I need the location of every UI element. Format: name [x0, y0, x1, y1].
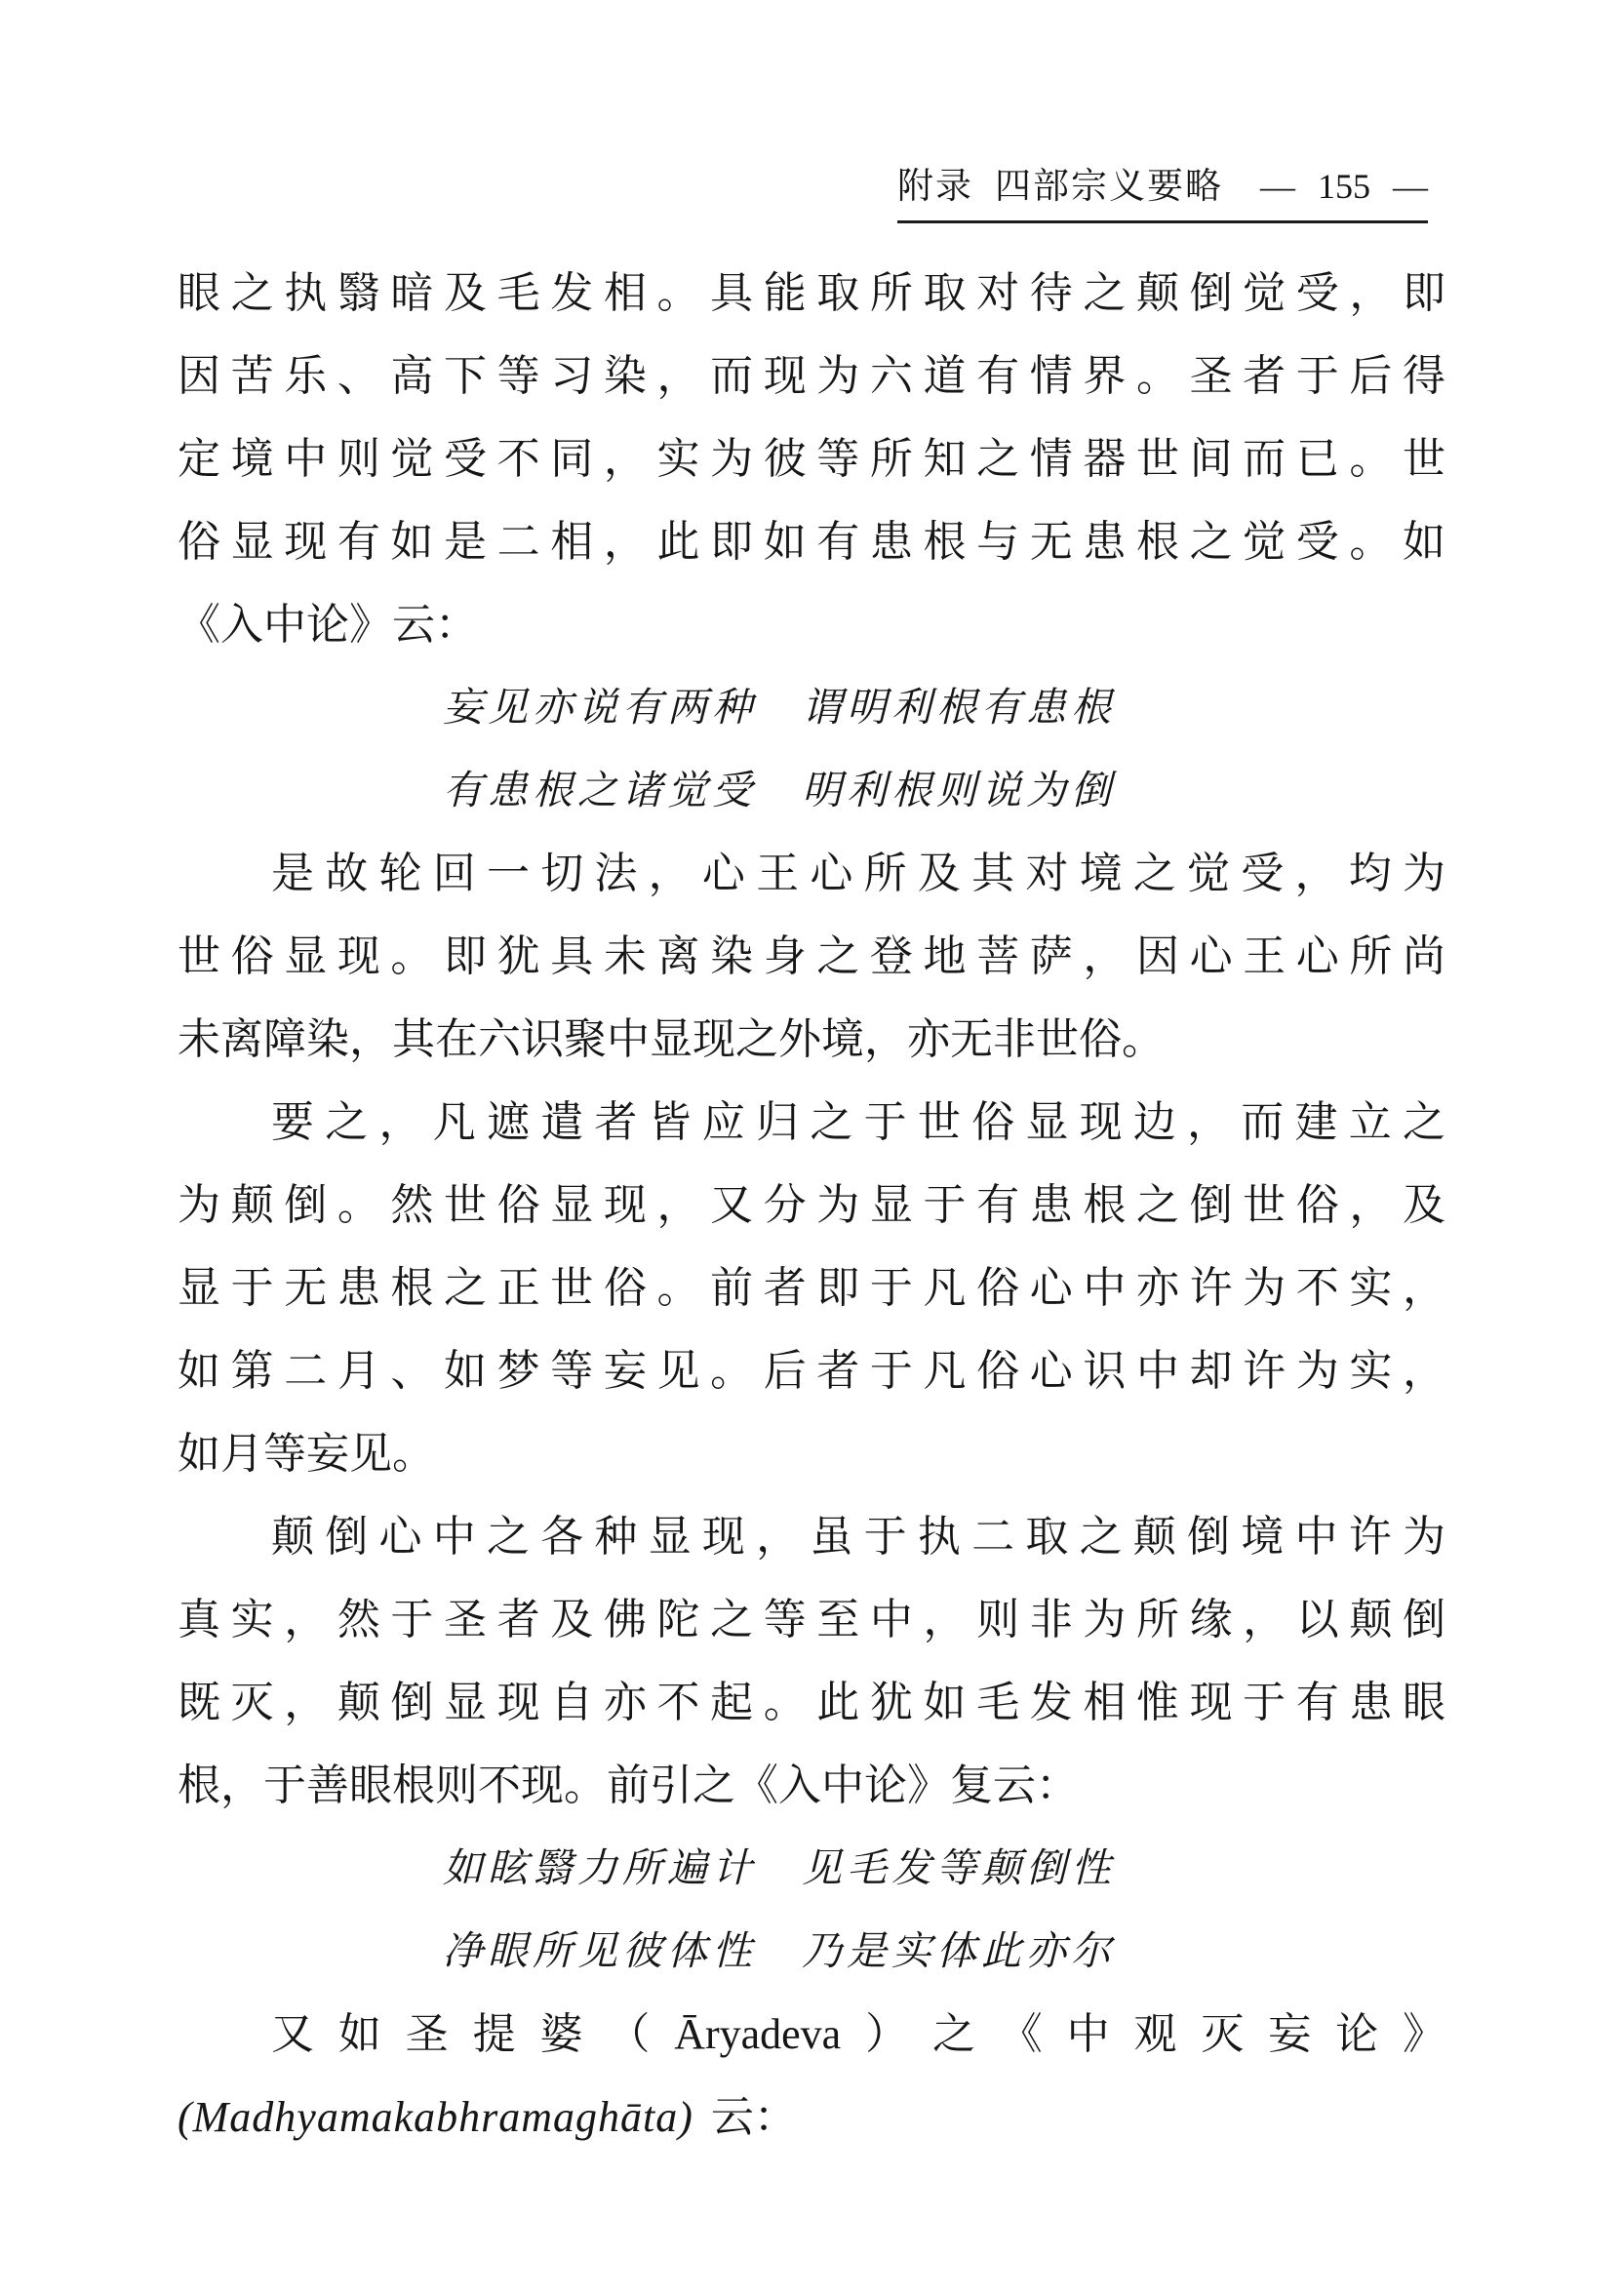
header-section-label: 附录 — [897, 167, 973, 207]
text-line: 未离障染，其在六识聚中显现之外境，亦无非世俗。 — [178, 1015, 1165, 1063]
text-line: 《入中论》云： — [178, 601, 478, 649]
text-line: 又如圣提婆（Āryadeva）之《中观灭妄论》 — [271, 2010, 1445, 2058]
text-line: 定境中则觉受不同，实为彼等所知之情器世间而已。世 — [178, 435, 1445, 483]
text-line: 既灭，颠倒显现自亦不起。此犹如毛发相惟现于有患眼 — [178, 1679, 1445, 1726]
verse-line: 妄见亦说有两种 谓明利根有患根 — [443, 685, 1116, 730]
text-line: 真实，然于圣者及佛陀之等至中，则非为所缘，以颠倒 — [178, 1596, 1445, 1643]
verse-line: 如眩翳力所遍计 见毛发等颠倒性 — [443, 1845, 1116, 1890]
text-line: 显于无患根之正世俗。前者即于凡俗心中亦许为不实， — [178, 1264, 1445, 1312]
sanskrit-title: (Madhyamakabhramaghāta) — [178, 2093, 693, 2141]
header-page-number: — 155 — — [1260, 167, 1428, 206]
text-line: 颠倒心中之各种显现，虽于执二取之颠倒境中许为 — [271, 1513, 1445, 1561]
text-line: 世俗显现。即犹具未离染身之登地菩萨，因心王心所尚 — [178, 932, 1445, 980]
page-body — [178, 252, 1445, 2158]
text-line: 如月等妄见。 — [178, 1430, 435, 1478]
header-chapter-title: 四部宗义要略 — [995, 167, 1223, 207]
running-header — [897, 156, 1428, 223]
text-line: 要之，凡遮遣者皆应归之于世俗显现边，而建立之 — [271, 1098, 1445, 1146]
text-line: 为颠倒。然世俗显现，又分为显于有患根之倒世俗，及 — [178, 1181, 1445, 1229]
text-line: 因苦乐、高下等习染，而现为六道有情界。圣者于后得 — [178, 352, 1445, 400]
text-line: 如第二月、如梦等妄见。后者于凡俗心识中却许为实， — [178, 1347, 1445, 1395]
text-line: 眼之执翳暗及毛发相。具能取所取对待之颠倒觉受，即 — [178, 269, 1445, 317]
verse-line: 净眼所见彼体性 乃是实体此亦尔 — [443, 1928, 1116, 1973]
verse-line: 有患根之诸觉受 明利根则说为倒 — [443, 768, 1116, 812]
text-line: 是故轮回一切法，心王心所及其对境之觉受，均为 — [271, 850, 1445, 897]
text-line: 根，于善眼根则不现。前引之《入中论》复云： — [178, 1762, 1079, 1809]
text-line — [178, 2076, 1445, 2158]
quote-intro: 云： — [710, 2093, 797, 2141]
text-line: 俗显现有如是二相，此即如有患根与无患根之觉受。如 — [178, 518, 1445, 566]
